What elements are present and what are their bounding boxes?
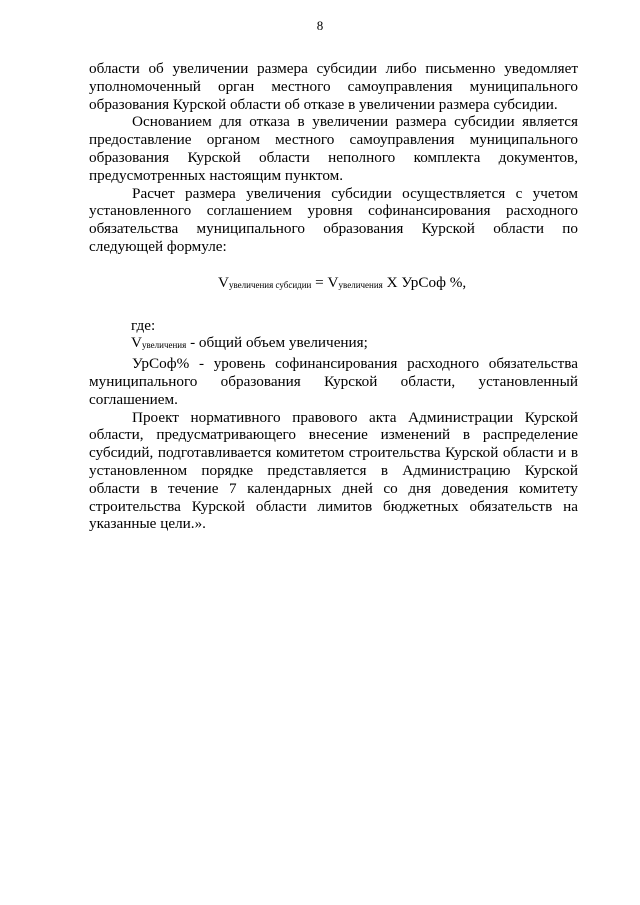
formula-equals: = <box>311 273 328 291</box>
formula-subscript: увеличения субсидии <box>228 279 312 290</box>
paragraph-draft-act: Проект нормативного правового акта Администрации Курской области, предусматривающего внесение изменений в распределение субсидий, подготавливается комитетом строительства Курской области и в установленном порядке представляется в Администрацию Курской области в течение 7 календарных дней со дня доведения комитету строительства Курской области лимитов бюджетных обязательств на указанные цели.». <box>89 408 578 533</box>
definition-text: - общий объем увеличения; <box>186 334 368 352</box>
formula-rest: X УрСоф %, <box>382 273 467 291</box>
formula-variable: V <box>218 273 229 291</box>
definition-volume <box>89 334 578 355</box>
paragraph-refusal-grounds: Основанием для отказа в увеличении размера субсидии является предоставление органом местного самоуправления муниципального образования Курской области неполного комплекта документов, предусмотренных настоящим пунктом. <box>89 113 578 184</box>
formula-subscript: увеличения <box>338 279 383 290</box>
formula <box>89 274 578 295</box>
page-number: 8 <box>316 18 324 33</box>
document-body <box>89 60 578 533</box>
definition-subscript: увеличения <box>141 340 187 351</box>
paragraph-calculation: Расчет размера увеличения субсидии осуществляется с учетом установленного соглашением уровня софинансирования расходного обязательства муниципального образования Курской области по следующей формуле: <box>89 184 578 255</box>
paragraph-continuation: области об увеличении размера субсидии либо письменно уведомляет уполномоченный орган местного самоуправления муниципального образования Курской области об отказе в увеличении размера субсидии. <box>89 60 578 113</box>
definition-cofinancing: УрСоф% - уровень софинансирования расходного обязательства муниципального образования Курской области, установленный соглашением. <box>89 355 578 408</box>
definition-variable: V <box>131 334 142 352</box>
where-label: где: <box>131 316 156 334</box>
formula-variable: V <box>327 273 339 291</box>
